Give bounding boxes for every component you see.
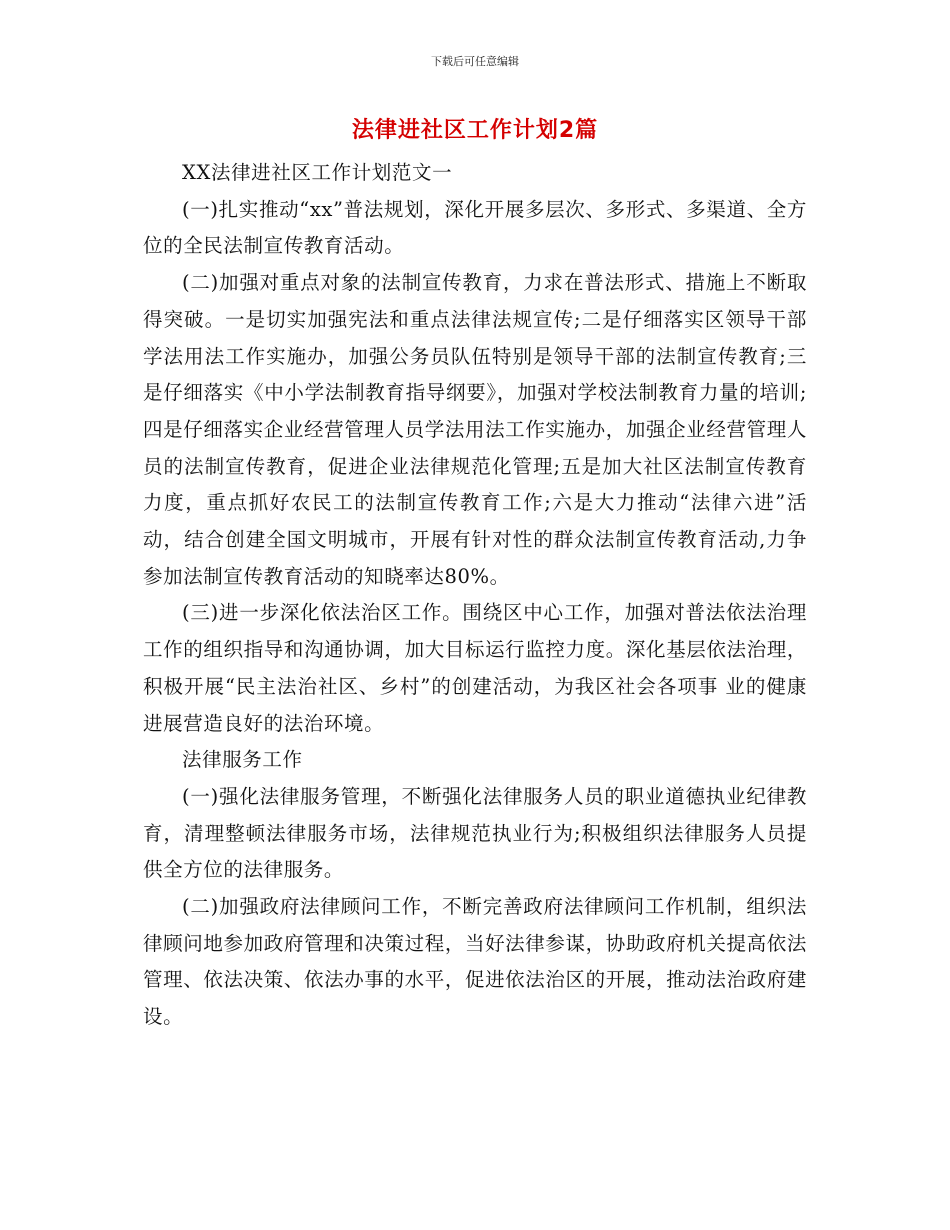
section-heading: XX法律进社区工作计划范文一 [182, 161, 453, 184]
document-body [143, 155, 807, 1036]
paragraph: (一)强化法律服务管理，不断强化法律服务人员的职业道德执业纪律教育，清理整顿法律服务市场，法律规范执业行为;积极组织法律服务人员提供全方位的法律服务。 [143, 784, 807, 882]
section-heading: 法律服务工作 [182, 748, 303, 772]
header-note: 下载后可任意编辑 [431, 55, 519, 68]
document-title: 法律进社区工作计划2篇 [351, 118, 599, 143]
paragraph: (二)加强政府法律顾问工作，不断完善政府法律顾问工作机制，组织法律顾问地参加政府管理和决策过程，当好法律参谋，协助政府机关提高依法管理、依法决策、依法办事的水平，促进依法治区的开展，推动法治政府建设。 [143, 895, 807, 1029]
paragraph: (三)进一步深化依法治区工作。围绕区中心工作，加强对普法依法治理工作的组织指导和沟通协调，加大目标运行监控力度。深化基层依法治理，积极开展“民主法治社区、乡村”的创建活动，为我区社会各项事 业的健康进展营造良好的法治环境。 [143, 601, 807, 735]
paragraph: (一)扎实推动“xx”普法规划，深化开展多层次、多形式、多渠道、全方位的全民法制宣传教育活动。 [143, 197, 807, 258]
paragraph: (二)加强对重点对象的法制宣传教育，力求在普法形式、措施上不断取得突破。一是切实加强宪法和重点法律法规宣传;二是仔细落实区领导干部学法用法工作实施办，加强公务员队伍特别是领导干部的法制宣传教育;三是仔细落实《中小学法制教育指导纲要》，加强对学校法制教育力量的培训;四是仔细落实企业经营管理人员学法用法工作实施办，加强企业经营管理人员的法制宣传教育，促进企业法律规范化管理;五是加大社区法制宣传教育力度，重点抓好农民工的法制宣传教育工作;六是大力推动“法律六进”活动，结合创建全国文明城市，开展有针对性的群众法制宣传教育活动,力争参加法制宣传教育活动的知晓率达80%。 [143, 271, 807, 588]
